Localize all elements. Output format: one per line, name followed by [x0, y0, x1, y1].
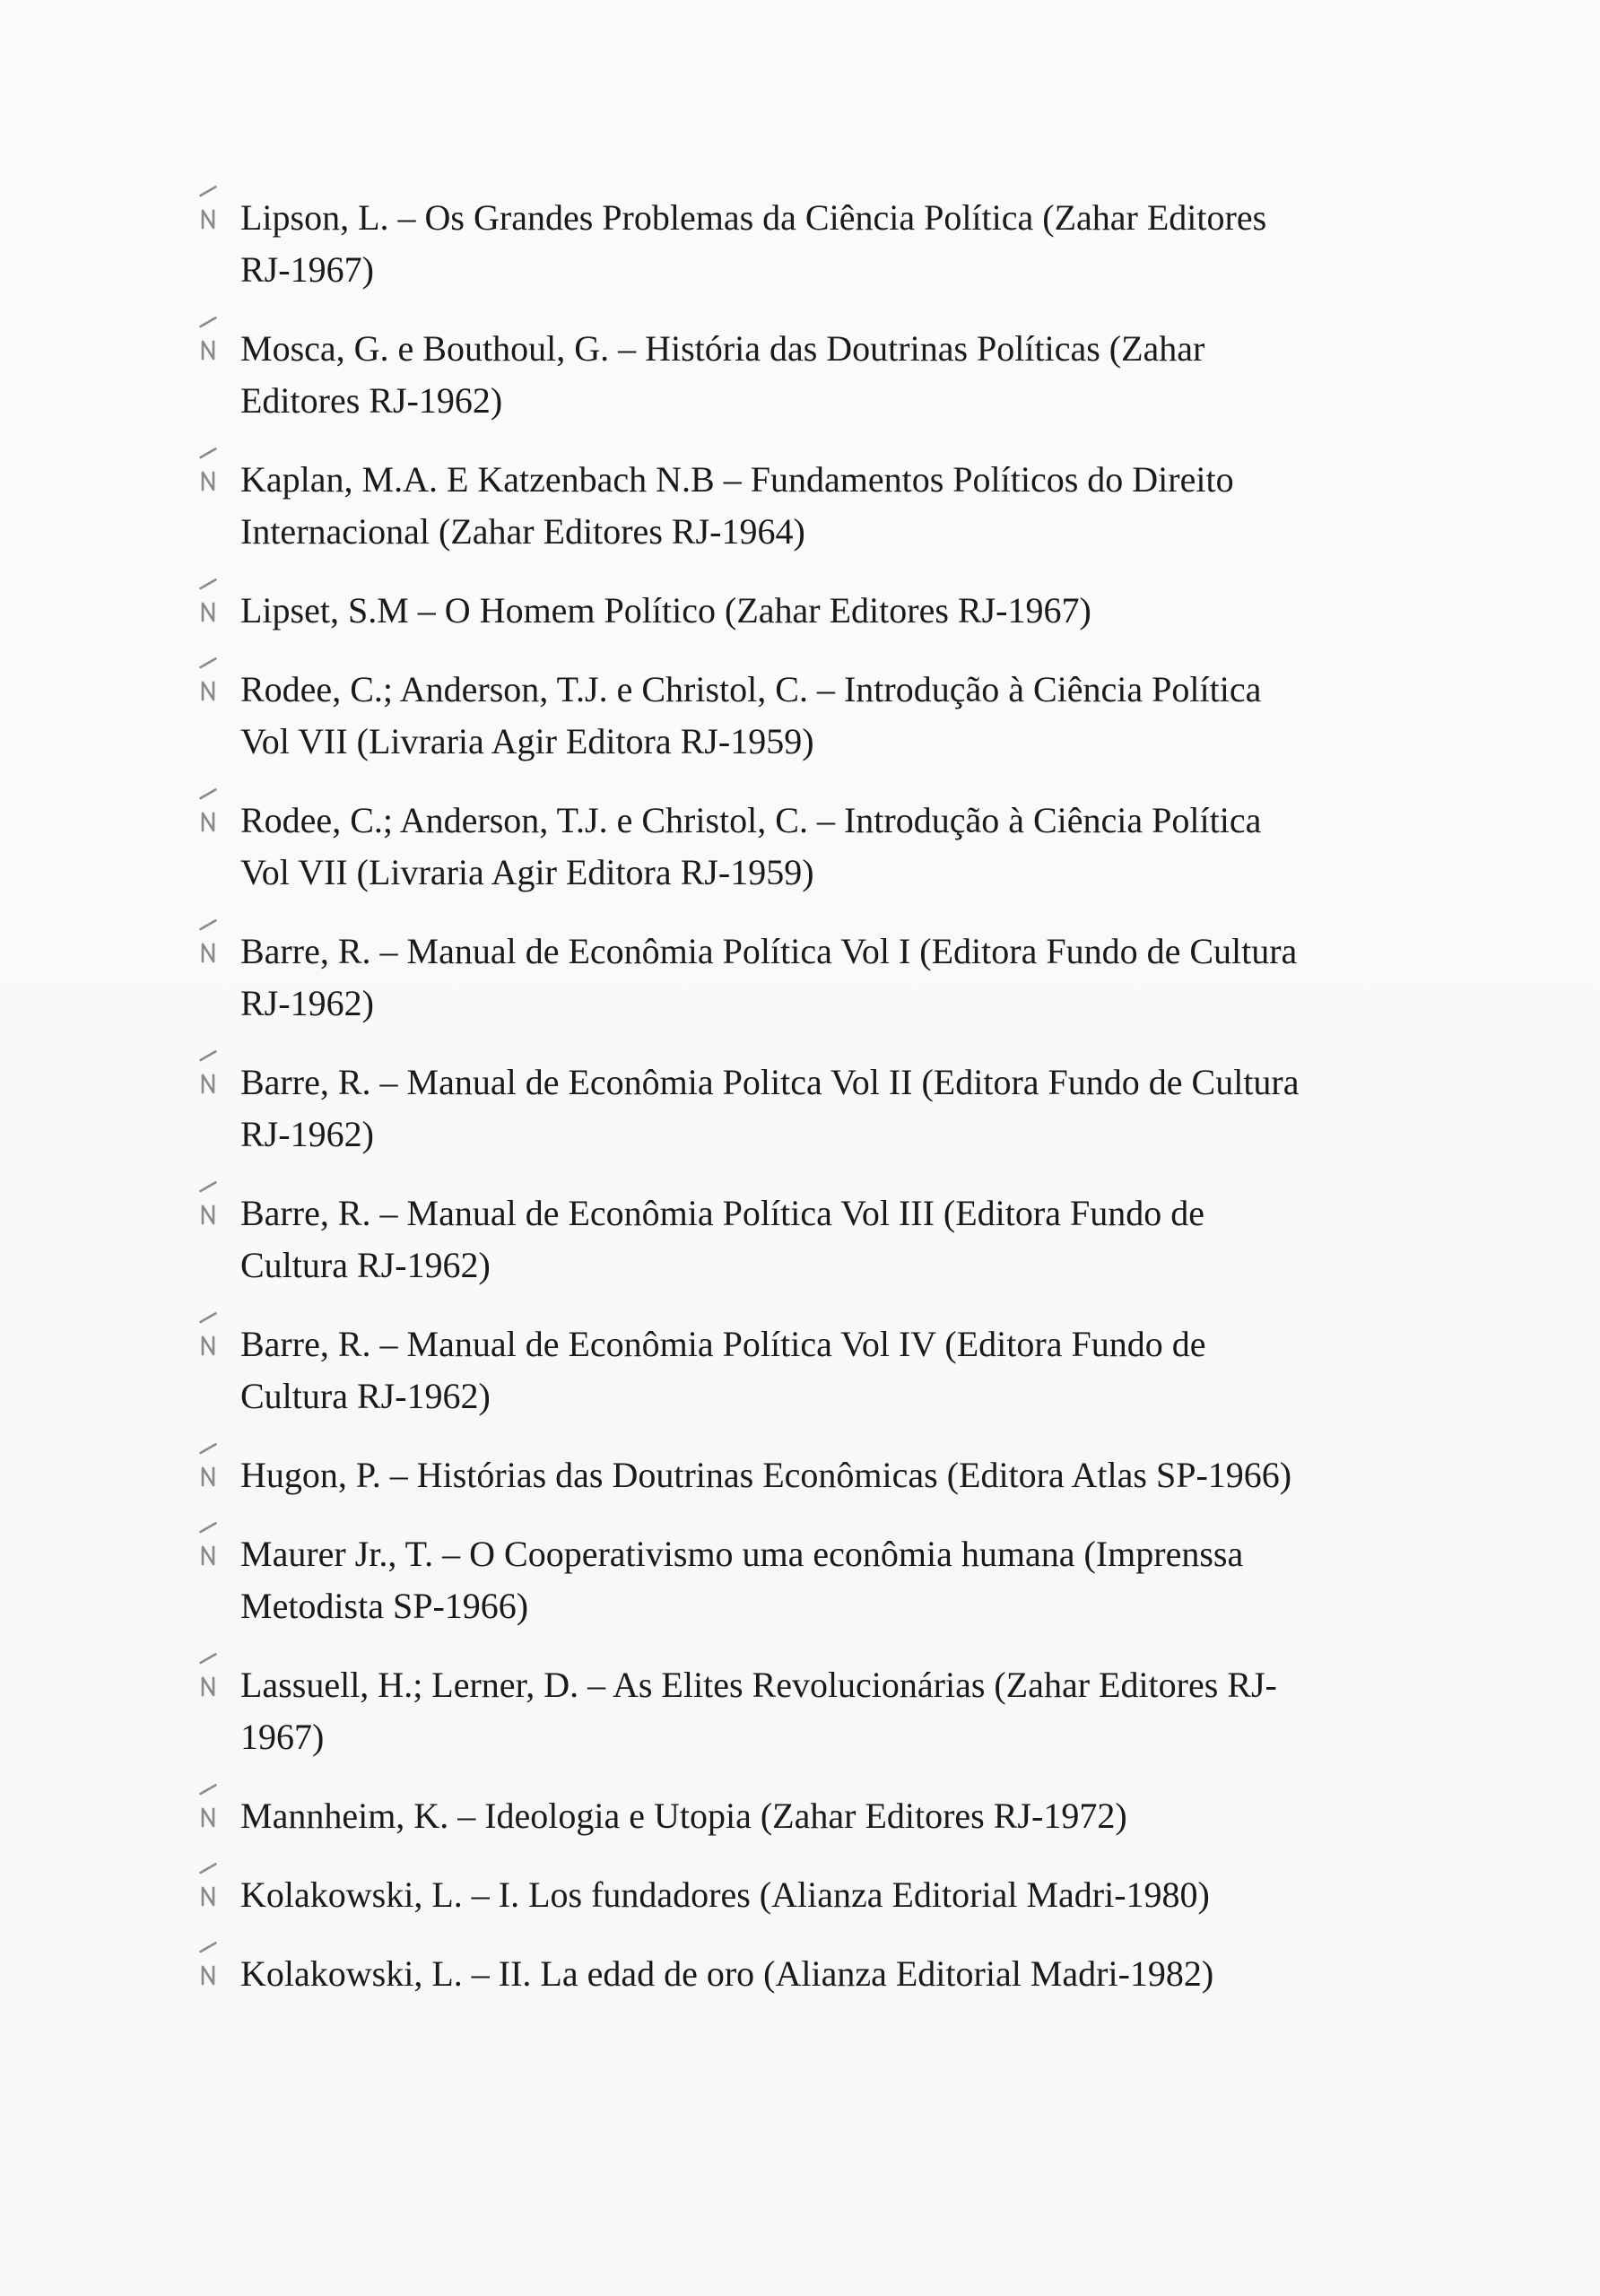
bibliography-entry-text — [240, 1187, 1370, 1292]
handwritten-checkmark-icon — [190, 578, 226, 631]
bibliography-entry — [240, 1948, 1370, 2000]
bibliography-entry-text — [240, 585, 1370, 637]
bibliography-entry-line: Barre, R. – Manual de Econômia Politca Vol II (Editora Fundo de Cultura — [240, 1062, 1300, 1102]
bibliography-entry-line: Internacional (Zahar Editores RJ-1964) — [240, 511, 805, 552]
handwritten-checkmark-icon — [190, 1941, 226, 1995]
bibliography-entry-line: Vol VII (Livraria Agir Editora RJ-1959) — [240, 721, 814, 761]
bibliography-entry — [240, 1318, 1370, 1422]
bibliography-entry-text — [240, 1528, 1370, 1632]
bibliography-entry — [240, 192, 1370, 296]
bibliography-entry-line: Cultura RJ-1962) — [240, 1376, 491, 1416]
handwritten-checkmark-icon — [190, 1783, 226, 1837]
handwritten-checkmark-icon — [190, 1521, 226, 1575]
handwritten-checkmark-icon — [190, 316, 226, 370]
bibliography-entry-line: Vol VII (Livraria Agir Editora RJ-1959) — [240, 852, 814, 892]
bibliography-entry-text — [240, 664, 1370, 768]
bibliography-entry-text — [240, 1318, 1370, 1422]
bibliography-entry-line: Metodista SP-1966) — [240, 1586, 529, 1626]
handwritten-checkmark-icon — [190, 1311, 226, 1365]
handwritten-checkmark-icon — [190, 657, 226, 710]
bibliography-entry-text — [240, 795, 1370, 899]
handwritten-checkmark-icon — [190, 1652, 226, 1706]
bibliography-entry-line: Editores RJ-1962) — [240, 380, 503, 421]
bibliography-entry — [240, 1659, 1370, 1763]
bibliography-entry — [240, 795, 1370, 899]
handwritten-checkmark-icon — [190, 447, 226, 500]
bibliography-entry — [240, 1869, 1370, 1921]
bibliography-entry — [240, 1790, 1370, 1842]
bibliography-entry-text — [240, 926, 1370, 1030]
bibliography-entry — [240, 585, 1370, 637]
handwritten-checkmark-icon — [190, 185, 226, 239]
bibliography-entry — [240, 1528, 1370, 1632]
bibliography-entry-line: Kolakowski, L. – II. La edad de oro (Alianza Editorial Madri-1982) — [240, 1953, 1214, 1994]
bibliography-entry-line: 1967) — [240, 1717, 325, 1757]
bibliography-entry-line: RJ-1962) — [240, 1114, 374, 1154]
bibliography-entry-line: Mosca, G. e Bouthoul, G. – História das Doutrinas Políticas (Zahar — [240, 328, 1205, 369]
bibliography-entry-text — [240, 1449, 1370, 1501]
bibliography-entry-line: Hugon, P. – Histórias das Doutrinas Econômicas (Editora Atlas SP-1966) — [240, 1455, 1292, 1495]
bibliography-entry-line: Cultura RJ-1962) — [240, 1245, 491, 1285]
bibliography-entry — [240, 1449, 1370, 1501]
handwritten-checkmark-icon — [190, 1862, 226, 1916]
bibliography-entry-line: Kolakowski, L. – I. Los fundadores (Alianza Editorial Madri-1980) — [240, 1874, 1210, 1915]
bibliography-entry-text — [240, 454, 1370, 558]
handwritten-checkmark-icon — [190, 1049, 226, 1103]
handwritten-checkmark-icon — [190, 1442, 226, 1496]
bibliography-entry-line: Mannheim, K. – Ideologia e Utopia (Zahar Editores RJ-1972) — [240, 1796, 1127, 1836]
handwritten-checkmark-icon — [190, 1180, 226, 1234]
bibliography-entry-line: RJ-1962) — [240, 983, 374, 1023]
bibliography-entry-line: Lipset, S.M – O Homem Político (Zahar Editores RJ-1967) — [240, 590, 1091, 631]
bibliography-entry-line: Barre, R. – Manual de Econômia Política Vol I (Editora Fundo de Cultura — [240, 931, 1298, 971]
bibliography-entry-line: Barre, R. – Manual de Econômia Política Vol III (Editora Fundo de — [240, 1193, 1204, 1233]
bibliography-entry — [240, 1187, 1370, 1292]
bibliography-entry-text — [240, 1790, 1370, 1842]
bibliography-list — [240, 192, 1370, 2027]
bibliography-entry-line: Barre, R. – Manual de Econômia Política Vol IV (Editora Fundo de — [240, 1324, 1206, 1364]
bibliography-entry-text — [240, 1948, 1370, 2000]
bibliography-entry-line: Rodee, C.; Anderson, T.J. e Christol, C. – Introdução à Ciência Política — [240, 800, 1262, 840]
bibliography-entry-line: Lipson, L. – Os Grandes Problemas da Ciência Política (Zahar Editores — [240, 197, 1267, 238]
bibliography-entry-text — [240, 192, 1370, 296]
bibliography-entry-text — [240, 1659, 1370, 1763]
bibliography-entry-line: Rodee, C.; Anderson, T.J. e Christol, C. – Introdução à Ciência Política — [240, 669, 1262, 709]
bibliography-entry — [240, 454, 1370, 558]
handwritten-checkmark-icon — [190, 918, 226, 972]
bibliography-entry-text — [240, 1869, 1370, 1921]
handwritten-checkmark-icon — [190, 787, 226, 841]
bibliography-entry — [240, 664, 1370, 768]
bibliography-entry — [240, 1057, 1370, 1161]
bibliography-entry-line: Lassuell, H.; Lerner, D. – As Elites Revolucionárias (Zahar Editores RJ- — [240, 1665, 1277, 1705]
bibliography-entry-line: RJ-1967) — [240, 249, 374, 290]
bibliography-entry — [240, 926, 1370, 1030]
bibliography-entry — [240, 323, 1370, 427]
bibliography-entry-text — [240, 1057, 1370, 1161]
bibliography-entry-line: Kaplan, M.A. E Katzenbach N.B – Fundamentos Políticos do Direito — [240, 459, 1234, 500]
bibliography-entry-text — [240, 323, 1370, 427]
bibliography-entry-line: Maurer Jr., T. – O Cooperativismo uma econômia humana (Imprenssa — [240, 1534, 1244, 1574]
